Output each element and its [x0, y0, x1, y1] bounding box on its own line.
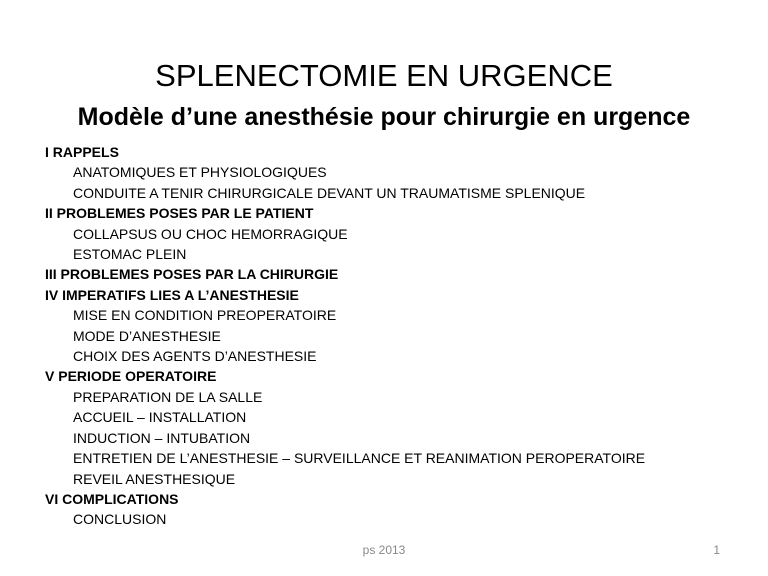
- outline-subitem: PREPARATION DE LA SALLE: [73, 388, 263, 405]
- outline-section: I RAPPELS: [45, 144, 119, 160]
- outline-subitem: CONDUITE A TENIR CHIRURGICALE DEVANT UN TRAUMATISME SPLENIQUE: [73, 184, 586, 201]
- footer-text: ps 2013: [362, 543, 406, 557]
- page-number: 1: [713, 543, 720, 557]
- outline-section: III PROBLEMES POSES PAR LA CHIRURGIE: [45, 266, 339, 283]
- outline-subitem: ACCUEIL – INSTALLATION: [73, 409, 247, 426]
- outline-subitem: ENTRETIEN DE L’ANESTHESIE – SURVEILLANCE ET REANIMATION PEROPERATOIRE: [73, 450, 646, 467]
- outline-section: II PROBLEMES POSES PAR LE PATIENT: [45, 205, 314, 222]
- outline-subitem: CONCLUSION: [73, 511, 167, 528]
- outline-subitem: ESTOMAC PLEIN: [73, 246, 187, 263]
- outline-section: IV IMPERATIFS LIES A L’ANESTHESIE: [45, 286, 299, 303]
- outline-subitem: COLLAPSUS OU CHOC HEMORRAGIQUE: [73, 225, 348, 242]
- outline-section: VI COMPLICATIONS: [45, 490, 179, 507]
- outline-subitem: MISE EN CONDITION PREOPERATOIRE: [73, 307, 337, 324]
- outline-subitem: REVEIL ANESTHESIQUE: [73, 470, 236, 487]
- slide-subtitle: Modèle d’une anesthésie pour chirurgie en urgence: [77, 103, 691, 131]
- outline-list: [45, 142, 745, 530]
- outline-section: V PERIODE OPERATOIRE: [45, 368, 217, 385]
- outline-subitem: CHOIX DES AGENTS D’ANESTHESIE: [73, 348, 317, 365]
- slide-title: SPLENECTOMIE EN URGENCE: [155, 58, 613, 93]
- outline-subitem: ANATOMIQUES ET PHYSIOLOGIQUES: [73, 164, 327, 181]
- outline-subitem: INDUCTION – INTUBATION: [73, 429, 251, 446]
- outline-subitem: MODE D’ANESTHESIE: [73, 327, 221, 344]
